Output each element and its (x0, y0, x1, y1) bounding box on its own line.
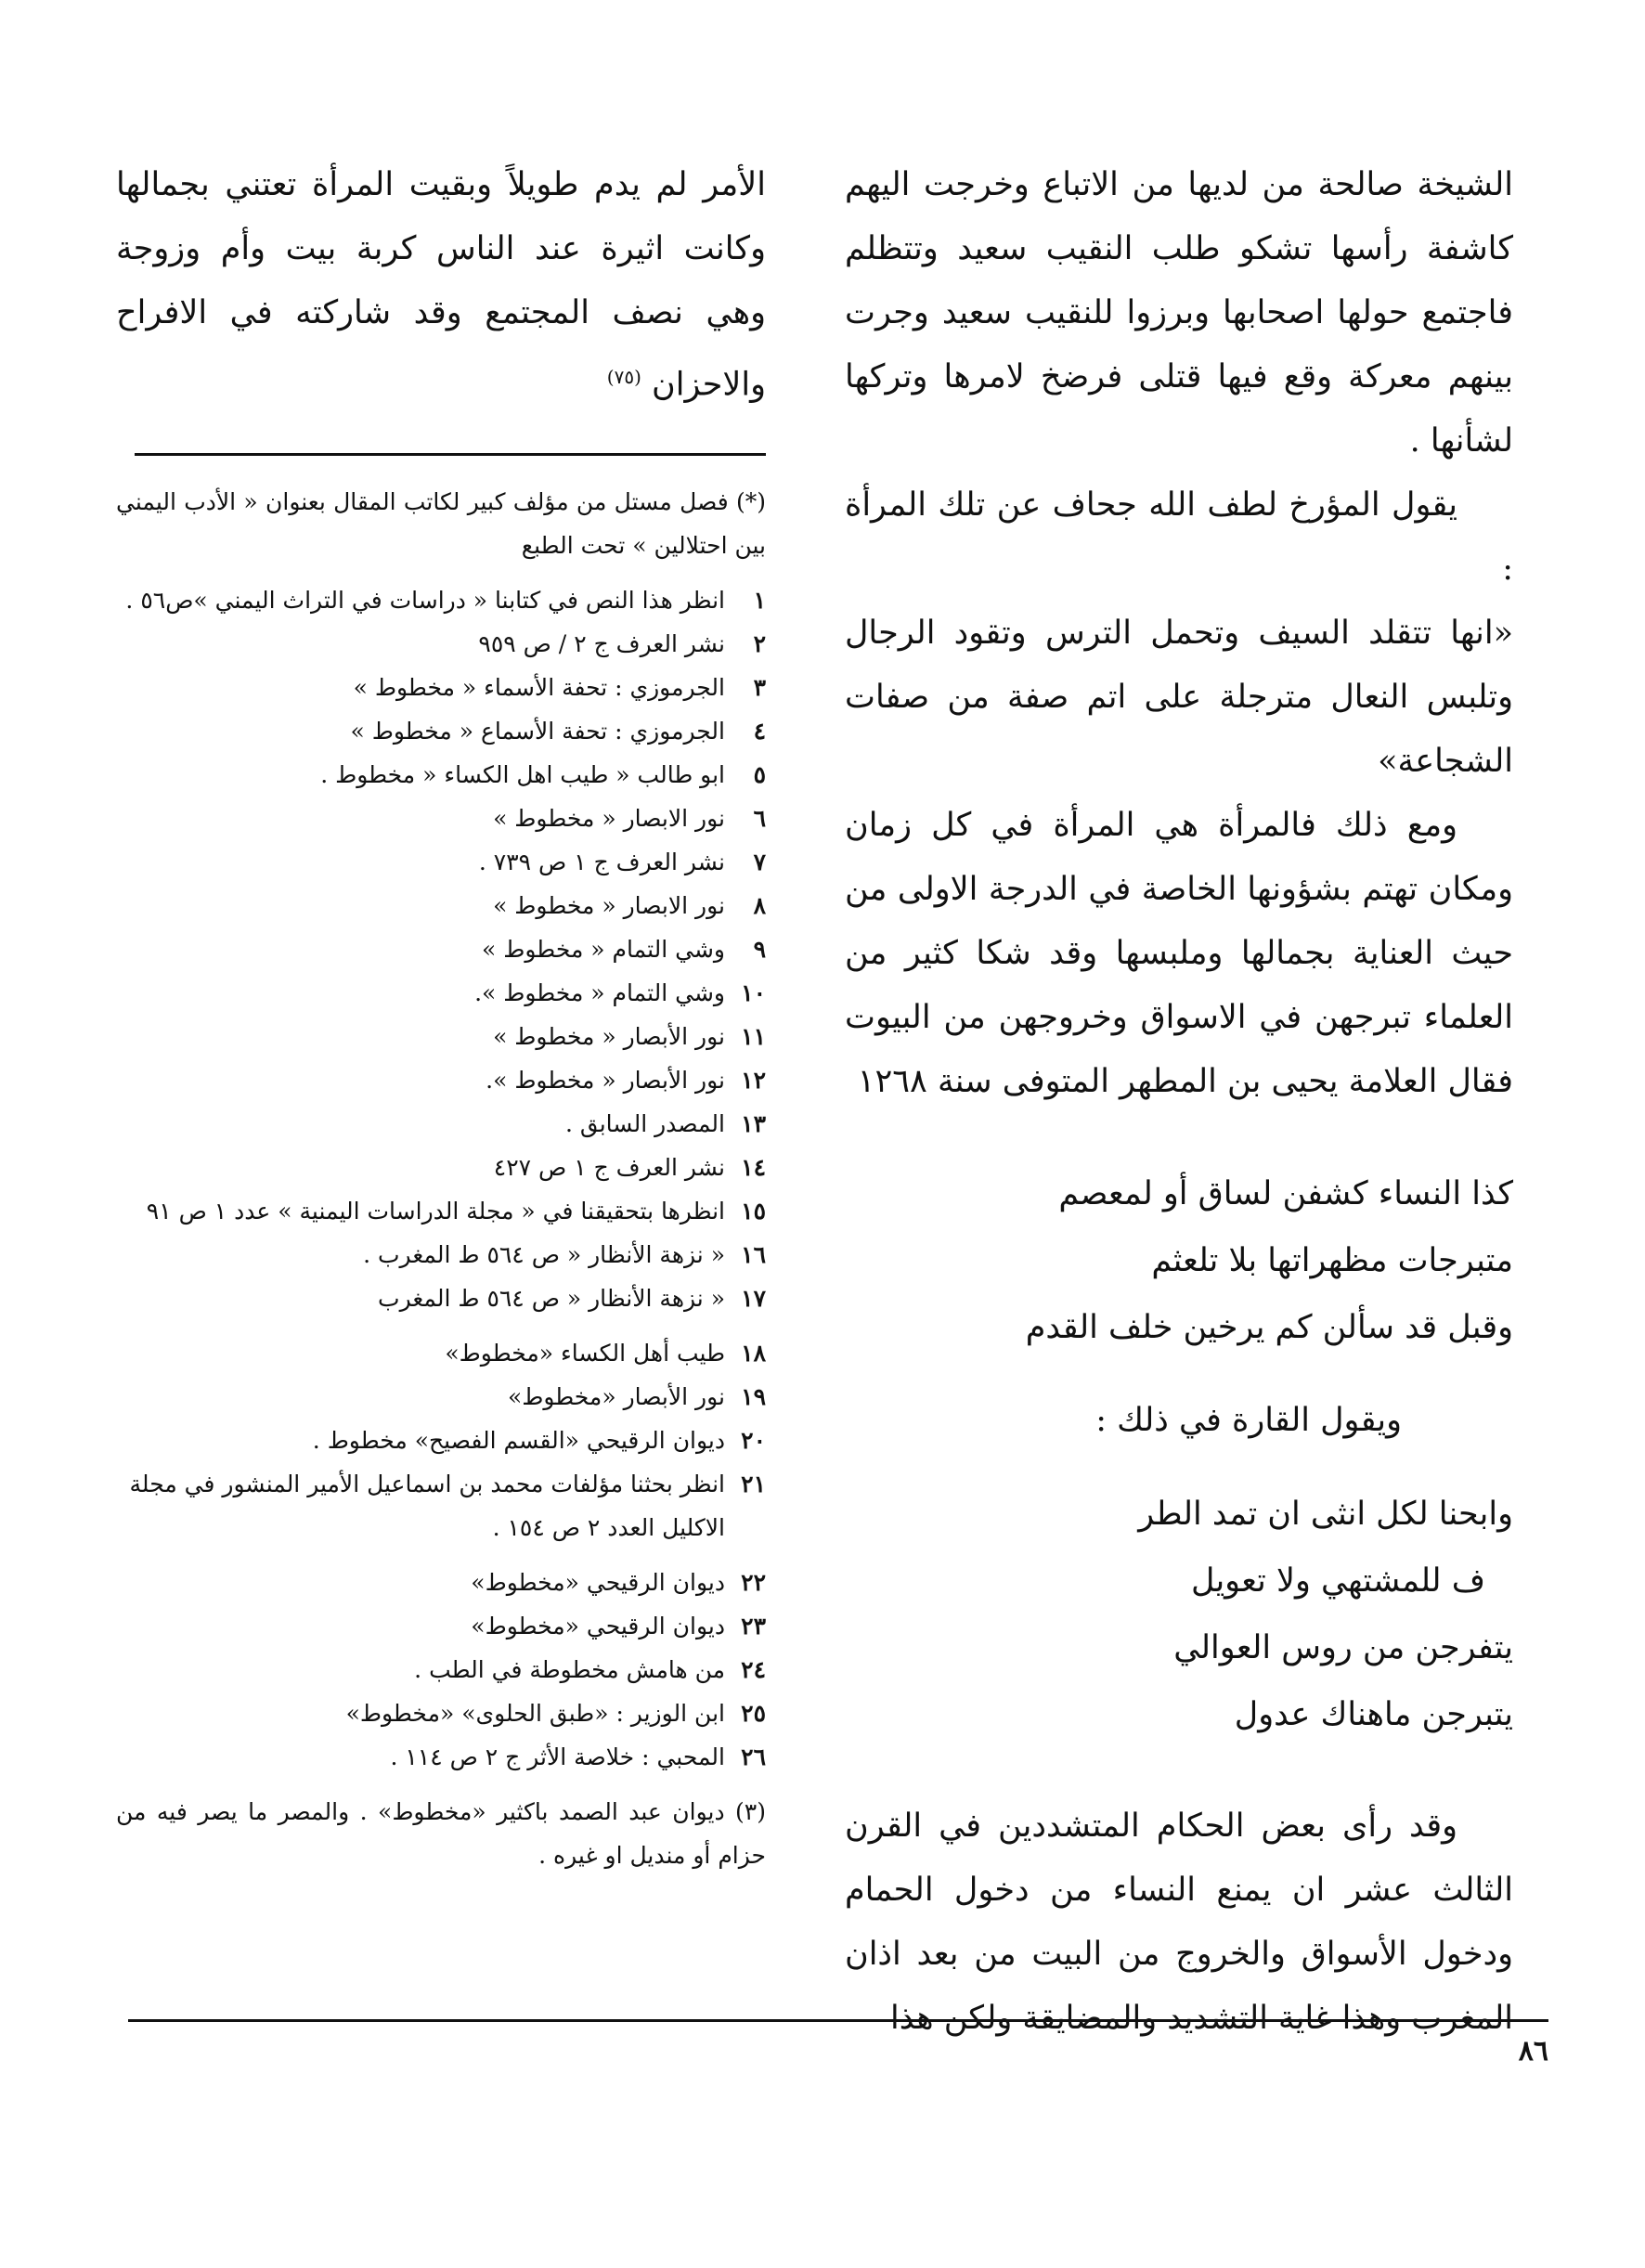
paragraph-2: يقول المؤرخ لطف الله جحاف عن تلك المرأة : (845, 486, 1513, 588)
footnote-item (116, 1604, 766, 1648)
footnote-continuation: الاكليل العدد ٢ ص ١٥٤ . (492, 1513, 725, 1541)
footnote-item (116, 1648, 766, 1691)
footnote-number: ٢٤ (741, 1655, 766, 1683)
footnote-item (116, 1419, 766, 1462)
footnote-number: ١ (753, 586, 766, 614)
footnote-text: ديوان الرقيحي «مخطوط» (471, 1612, 725, 1639)
footnote-text: الجرموزي : تحفة الأسماع « مخطوط » (350, 717, 725, 745)
footnote-number: ١٤ (741, 1153, 766, 1181)
paragraph-3-quote: «انها تتقلد السيف وتحمل الترس وتقود الرجال وتلبس النعال مترجلة على اتم صفة من صفات الشجاعة» (845, 615, 1513, 780)
footnote-item (116, 1331, 766, 1375)
footnote-text: نور الأبصار «مخطوط» (507, 1382, 725, 1410)
footnote-reference: (٧٥) (606, 366, 641, 388)
footnote-item (116, 1561, 766, 1604)
footnote-number: ١٥ (741, 1197, 766, 1225)
footnote-text: المحبي : خلاصة الأثر ج ٢ ص ١١٤ . (390, 1743, 725, 1770)
footnote-divider (135, 453, 766, 456)
footnote-text: وشي التمام « مخطوط » (482, 935, 725, 963)
footnote-number: ٨ (753, 891, 766, 919)
footnote-number: ١٣ (741, 1109, 766, 1137)
footnote-text: من هامش مخطوطة في الطب . (414, 1655, 725, 1683)
poem-1-line: وقبل قد سألن كم يرخين خلف القدم (1025, 1309, 1513, 1346)
page-bottom-rule (128, 2019, 1548, 2022)
footnote-text: ابن الوزير : «طبق الحلوى» «مخطوط» (345, 1699, 725, 1727)
poem-2-line: يتبرجن ماهناك عدول (1234, 1696, 1513, 1733)
footnote-number: ٢٣ (741, 1612, 766, 1639)
footnote-number: ١٠ (741, 978, 766, 1006)
footnote-item (116, 1015, 766, 1058)
footnote-number: ٣ (753, 673, 766, 701)
footnote-list (116, 578, 766, 1779)
footnote-text: طيب أهل الكساء «مخطوط» (445, 1339, 725, 1367)
poem-2-intro: ويقول القارة في ذلك : (1095, 1402, 1402, 1439)
footnote-text: نور الأبصار « مخطوط ». (486, 1066, 725, 1094)
footnote-item (116, 1189, 766, 1233)
paragraph-1: الشيخة صالحة من لديها من الاتباع وخرجت اليهم كاشفة رأسها تشكو طلب النقيب سعيد وتتظلم فاجتمع حولها اصحابها وبرزوا للنقيب سعيد وجرت بينهم معركة وقع فيها قتلى فرضخ لامرها وتركها لشأنها . (845, 166, 1513, 460)
footnote-text: الجرموزي : تحفة الأسماء « مخطوط » (353, 673, 725, 701)
footnote-text: « نزهة الأنظار « ص ٥٦٤ ط المغرب (378, 1284, 725, 1312)
footnote-number: ٢١ (741, 1470, 766, 1497)
footnote-item (116, 840, 766, 884)
footnote-text: انظرها بتحقيقنا في « مجلة الدراسات اليمنية » عدد ١ ص ٩١ (146, 1197, 725, 1225)
paragraph-5: وقد رأى بعض الحكام المتشددين في القرن الثالث عشر ان يمنع النساء من دخول الحمام ودخول الأسواق والخروج من البيت من بعد اذان المغرب وهذا غاية التشديد والمضايقة ولكن هذا (845, 1808, 1513, 2037)
footnote-number: ٢٥ (741, 1699, 766, 1727)
footnote-number: ١٩ (741, 1382, 766, 1410)
footnote-text: نشر العرف ج ٢ / ص ٩٥٩ (478, 629, 725, 657)
footnote-text: انظر هذا النص في كتابنا « دراسات في التراث اليمني »ص٥٦ . (125, 586, 725, 614)
footnote-number: ١٧ (741, 1284, 766, 1312)
footnote-text: نور الابصار « مخطوط » (493, 891, 725, 919)
footnote-note: (٣) ديوان عبد الصمد باكثير «مخطوط» . والمصر ما يصر فيه من حزام أو منديل او غيره . (116, 1797, 766, 1869)
footnote-item (116, 971, 766, 1015)
footnote-item (116, 1233, 766, 1277)
footnote-number: ٦ (753, 804, 766, 832)
footnote-number: ١٨ (741, 1339, 766, 1367)
footnote-number: ٢٢ (741, 1568, 766, 1596)
footnote-text: ديوان الرقيحي «مخطوط» (471, 1568, 725, 1596)
footnote-text: ديوان الرقيحي «القسم الفصيح» مخطوط . (312, 1426, 725, 1454)
paragraph-continuation-text: الأمر لم يدم طويلاً وبقيت المرأة تعتني بجمالها وكانت اثيرة عند الناس كربة بيت وأم وزوجة وهي نصف المجتمع وقد شاركته في الافراح والاحزان (116, 166, 766, 404)
footnote-number: ٢ (753, 629, 766, 657)
footnote-intro: (*) فصل مستل من مؤلف كبير لكاتب المقال بعنوان « الأدب اليمني بين احتلالين » تحت الطبع (116, 487, 766, 559)
right-column (845, 153, 1513, 2051)
footnote-item (116, 1146, 766, 1189)
footnote-number: ١٦ (741, 1240, 766, 1268)
footnote-text: نور الأبصار « مخطوط » (493, 1022, 725, 1050)
footnote-number: ٢٦ (741, 1743, 766, 1770)
poem-2-line: ف للمشتهي ولا تعويل (1190, 1562, 1485, 1600)
poem-1-line: كذا النساء كشفن لساق أو لمعصم (1058, 1175, 1513, 1212)
footnote-item (116, 1735, 766, 1779)
footnote-number: ١١ (741, 1022, 766, 1050)
footnote-text: نشر العرف ج ١ ص ٧٣٩ . (478, 848, 725, 875)
poem-2 (845, 1481, 1513, 1748)
footnote-number: ٤ (753, 717, 766, 745)
footnote-item (116, 1462, 766, 1506)
footnote-item (116, 927, 766, 971)
footnote-item (116, 1691, 766, 1735)
footnote-item (116, 1102, 766, 1146)
footnote-item (116, 1277, 766, 1320)
page-number: ٨٦ (1518, 2035, 1548, 2067)
paragraph-4: ومع ذلك فالمرأة هي المرأة في كل زمان ومكان تهتم بشؤونها الخاصة في الدرجة الاولى من حيث العناية بجمالها وملبسها وقد شكا كثير من العلماء تبرجهن في الاسواق وخروجهن من البيوت فقال العلامة يحيى بن المطهر المتوفى سنة ١٢٦٨ (845, 807, 1513, 1100)
footnote-item (116, 1375, 766, 1419)
footnote-number: ٢٠ (741, 1426, 766, 1454)
poem-2-line: وابحنا لكل انثى ان تمد الطر (1138, 1496, 1513, 1533)
footnote-number: ٥ (753, 760, 766, 788)
footnote-item (116, 622, 766, 666)
footnote-item (116, 1058, 766, 1102)
paragraph-continuation (116, 153, 766, 418)
poem-1 (845, 1160, 1513, 1361)
poem-2-line: يتفرجن من روس العوالي (1173, 1629, 1513, 1666)
footnote-text: انظر بحثنا مؤلفات محمد بن اسماعيل الأمير المنشور في مجلة (129, 1470, 725, 1497)
footnote-number: ٧ (753, 848, 766, 875)
footnote-item (116, 578, 766, 622)
footnote-item (116, 797, 766, 840)
footnote-text: نور الابصار « مخطوط » (493, 804, 725, 832)
footnote-item (116, 753, 766, 797)
footnote-number: ١٢ (741, 1066, 766, 1094)
footnote-item (116, 666, 766, 709)
footnote-text: « نزهة الأنظار « ص ٥٦٤ ط المغرب . (363, 1240, 725, 1268)
footnote-text: ابو طالب « طيب اهل الكساء « مخطوط . (320, 760, 725, 788)
left-column (116, 153, 766, 1877)
footnote-item (116, 709, 766, 753)
footnote-text: وشي التمام « مخطوط ». (474, 978, 725, 1006)
footnote-text: نشر العرف ج ١ ص ٤٢٧ (493, 1153, 725, 1181)
footnote-item (116, 884, 766, 927)
footnote-number: ٩ (753, 935, 766, 963)
footnote-text: المصدر السابق . (564, 1109, 725, 1137)
poem-1-line: متبرجات مظهراتها بلا تلعثم (1151, 1242, 1513, 1279)
